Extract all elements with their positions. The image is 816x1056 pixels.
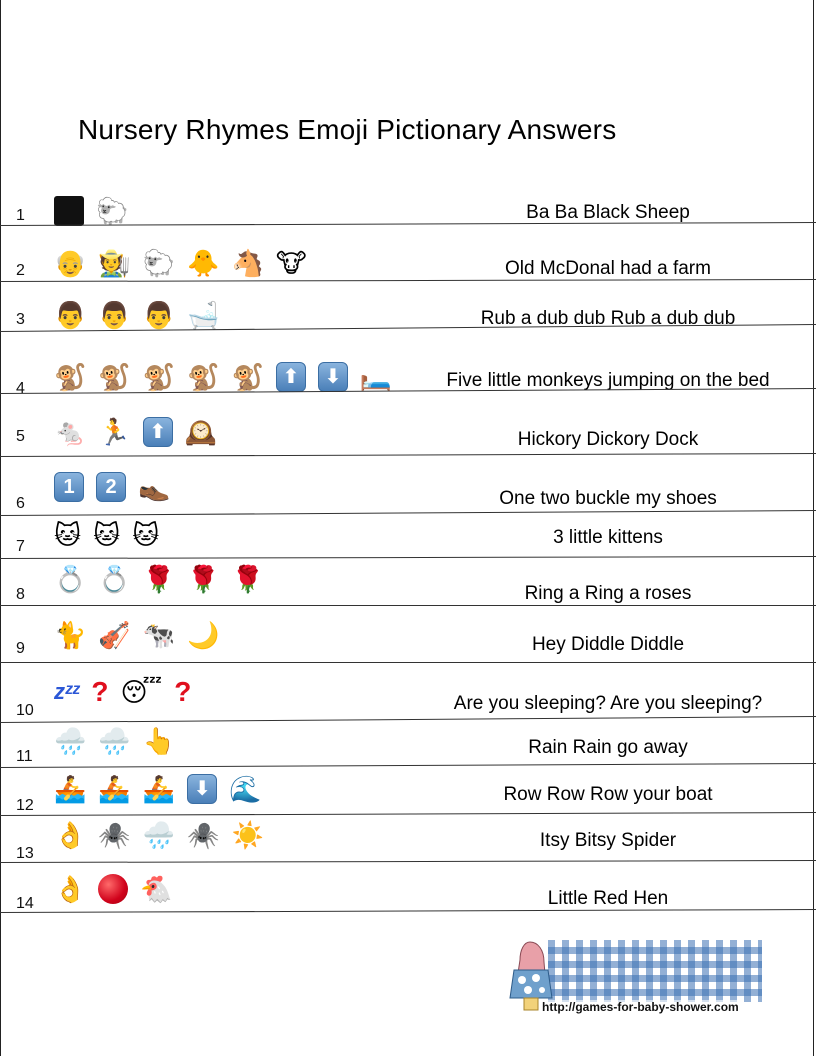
row-number: 4 [16,380,25,397]
emoji-icon: 👨 [98,300,131,330]
emoji-icon: 🐒 [142,362,176,392]
emoji-clue [54,472,170,502]
row-number: 1 [16,207,25,224]
row-number: 13 [16,845,34,862]
answer-text: Little Red Hen [547,888,669,909]
emoji-icon: 🐒 [187,362,220,392]
emoji-icon: 🐒 [98,362,131,392]
answer-text: Row Row Row your boat [503,784,713,805]
emoji-icon: 🐒 [231,362,264,392]
emoji-clue [54,362,392,392]
emoji-clue [54,302,220,328]
row-number: 7 [16,538,25,555]
emoji-clue [54,728,175,754]
emoji-icon: 🌹 [231,564,264,594]
emoji-icon: 🚣 [98,774,131,804]
emoji-clue [54,774,262,804]
emoji-icon: 🌹 [187,564,220,594]
answer-text: Hickory Dickory Dock [517,429,699,450]
page-title: Nursery Rhymes Emoji Pictionary Answers [78,114,617,145]
emoji-clue [54,417,217,447]
emoji-icon: 💍 [98,564,131,594]
answer-text: Ba Ba Black Sheep [526,202,690,223]
emoji-icon: 🐑 [96,196,129,226]
row-number: 12 [16,797,34,814]
row-number: 8 [16,586,25,603]
emoji-icon: 🎻 [98,620,131,650]
emoji-icon: 🛁 [187,300,220,330]
emoji-clue [54,622,220,648]
emoji-icon: 🕷️ [98,820,131,850]
up-arrow-icon: ⬆ [143,417,173,447]
black-square-icon [54,196,84,226]
emoji-icon: 🐱 [93,520,121,550]
answer-text: Ring a Ring a roses [524,583,692,604]
row-number: 9 [16,640,25,657]
emoji-icon: 🐑 [142,248,176,278]
emoji-icon: 🚣 [54,774,87,804]
answer-text: Old McDonal had a farm [505,258,711,279]
gingham-pattern [548,940,762,1002]
emoji-icon: ☀️ [231,820,264,850]
row-number: 11 [16,748,33,765]
row-number: 3 [16,311,25,328]
row-divider [0,662,816,663]
emoji-clue [54,196,128,226]
emoji-icon: 👞 [138,472,171,502]
answer-text: Hey Diddle Diddle [531,634,685,655]
emoji-icon: 🛏️ [359,362,393,392]
answer-text: Rain Rain go away [528,737,688,758]
emoji-icon: 👌 [54,874,87,904]
emoji-icon: 🕷️ [187,820,220,850]
emoji-icon: 🐮 [275,248,307,278]
emoji-clue [54,822,264,848]
emoji-icon: 🕰️ [184,417,218,447]
emoji-icon: 🌧️ [142,820,176,850]
up-arrow-icon: ⬆ [276,362,306,392]
emoji-icon: 🐥 [187,248,220,278]
emoji-clue [54,250,307,276]
emoji-icon: 🧑‍🌾 [98,248,131,278]
emoji-icon: 🐴 [231,248,264,278]
answer-text: Rub a dub dub Rub a dub dub [480,308,736,329]
emoji-icon: 🐁 [54,417,87,447]
emoji-clue [54,566,264,592]
question-mark-icon: ? [174,676,192,707]
zzz-icon: zᶻᶻ [54,679,80,704]
emoji-icon: 💍 [54,564,87,594]
row-divider [0,605,816,606]
question-mark-icon: ? [91,676,109,707]
emoji-icon: 🐔 [140,874,173,904]
emoji-clue [54,678,191,706]
emoji-icon: 👌 [54,820,87,850]
emoji-icon: 🌊 [229,774,262,804]
answer-text: 3 little kittens [553,527,663,548]
answer-text: Are you sleeping? Are you sleeping? [453,693,763,714]
answer-text: One two buckle my shoes [499,488,717,509]
row-number: 14 [16,895,34,912]
keycap-two-icon: 2 [96,472,126,502]
red-circle-icon [98,874,128,904]
keycap-one-icon: 1 [54,472,84,502]
emoji-icon: 🌹 [142,564,176,594]
row-number: 6 [16,495,25,512]
emoji-icon: 🐈 [54,620,87,650]
answer-text: Five little monkeys jumping on the bed [446,370,770,391]
emoji-icon: 🌧️ [98,726,131,756]
emoji-clue [54,874,173,904]
down-arrow-icon: ⬇ [187,774,217,804]
logo-url-text[interactable]: http://games-for-baby-shower.com [542,1000,739,1014]
emoji-icon: 👨 [142,300,176,330]
emoji-icon: 🐱 [132,520,160,550]
emoji-icon: 🐱 [54,520,82,550]
emoji-icon: 🐄 [142,620,176,650]
row-number: 5 [16,428,25,445]
emoji-icon: 👆 [142,726,176,756]
emoji-icon: 🐒 [54,362,87,392]
emoji-icon: 🌙 [187,620,220,650]
emoji-icon: 😴 [120,677,163,707]
row-number: 2 [16,262,25,279]
emoji-clue [54,522,159,548]
emoji-icon: 👨 [54,300,87,330]
answer-text: Itsy Bitsy Spider [539,830,677,851]
row-number: 10 [16,702,34,719]
site-logo[interactable] [508,940,762,1016]
emoji-icon: 🚣 [142,774,176,804]
down-arrow-icon: ⬇ [318,362,348,392]
emoji-icon: 👴 [54,248,87,278]
emoji-icon: 🌧️ [54,726,87,756]
emoji-icon: 🏃 [98,417,131,447]
